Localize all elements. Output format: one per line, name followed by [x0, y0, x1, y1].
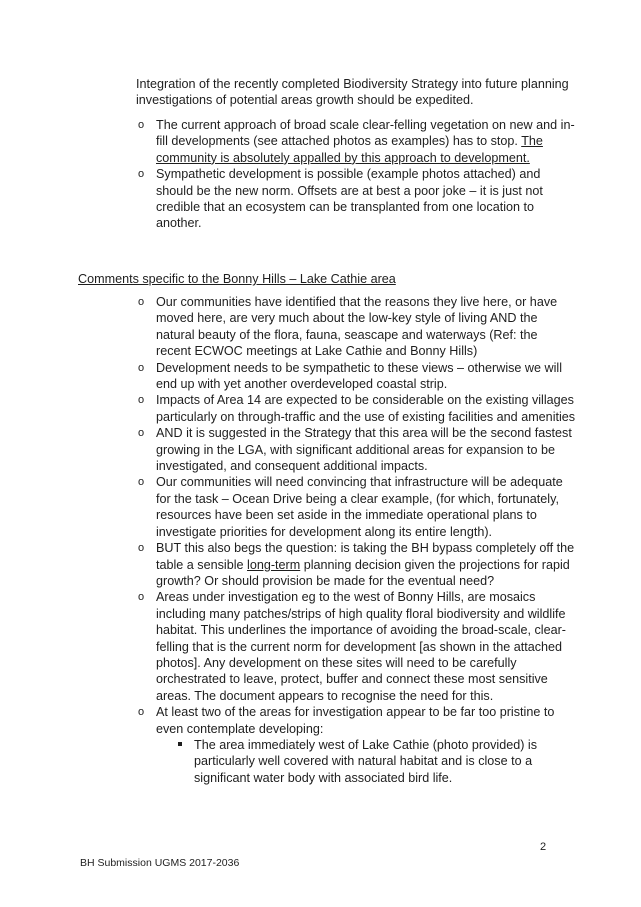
- page-number: 2: [540, 841, 547, 853]
- bullet-emphasis: The community is absolutely appalled by this approach to development.: [156, 134, 543, 165]
- list-item: [136, 474, 576, 540]
- bullet-marker: o: [138, 591, 145, 604]
- bullet-text: The current approach of broad scale clear-felling vegetation on new and in-fill developments (see attached photos as examples) has to stop.: [156, 118, 575, 149]
- square-bullet-icon: [178, 742, 182, 746]
- bullet-marker: o: [138, 476, 145, 489]
- bullet-text: AND it is suggested in the Strategy that this area will be the second fastest growing in the LGA, with significant additional areas for expansion to be investigated, and consequent additional impacts.: [156, 426, 572, 474]
- bullet-text: Our communities have identified that the reasons they live here, or have moved here, are very much about the low-key style of living AND the natural beauty of the flora, fauna, seascape and waterways (Ref: the recent ECWOC meetings at Lake Cathie and Bonny Hills): [156, 295, 558, 359]
- list-item: [136, 392, 576, 425]
- area-bullet-list: [136, 294, 576, 786]
- bullet-text: Impacts of Area 14 are expected to be considerable on the existing villages particularly on through-traffic and the use of existing facilities and amenities: [156, 393, 576, 424]
- list-item: [136, 425, 576, 474]
- bullet-marker: o: [138, 427, 145, 440]
- sub-bullet-list: [156, 737, 576, 786]
- bullet-marker: o: [138, 706, 145, 719]
- bullet-marker: o: [138, 168, 145, 181]
- list-item: [136, 589, 576, 704]
- bullet-marker: o: [138, 296, 145, 308]
- sub-bullet-text: The area immediately west of Lake Cathie (photo provided) is particularly well covered with natural habitat and is close to a significant water body with associated bird life.: [194, 737, 538, 785]
- list-item: [136, 117, 576, 166]
- intro-paragraph: Integration of the recently completed Biodiversity Strategy into future planning investigations of potential areas growth should be expedited.: [136, 77, 569, 108]
- list-item: [136, 540, 576, 589]
- bullet-emphasis: long-term: [247, 557, 301, 572]
- list-item: [136, 360, 576, 393]
- bullet-text: At least two of the areas for investigation appear to be far too pristine to even contemplate developing:: [156, 705, 555, 736]
- bullet-marker: o: [138, 394, 145, 407]
- bullet-marker: o: [138, 361, 145, 374]
- section-heading: Comments specific to the Bonny Hills – Lake Cathie area: [78, 272, 396, 286]
- bullet-text: Areas under investigation eg to the west of Bonny Hills, are mosaics including many patches/strips of high quality floral biodiversity and wildlife habitat. This underlines the importance of avoiding the broad-scale, clear-felling that is the current norm for development [as shown in the attached photos]. Any development on these sites will need to be carefully orchestrated to leave, protect, buffer and connect these most sensitive areas. The document appears to recognise the need for this.: [156, 590, 566, 703]
- bullet-text: Development needs to be sympathetic to these views – otherwise we will end up with yet another overdeveloped coastal strip.: [156, 360, 563, 392]
- bullet-text: BUT this also begs the question: is taking the BH bypass completely off the table a sensible: [156, 541, 575, 572]
- bullet-text: Sympathetic development is possible (example photos attached) and should be the new norm. Offsets are at best a poor joke – it is just not credible that an ecosystem can be transplanted from one location to another.: [156, 167, 543, 231]
- list-item: [136, 166, 576, 232]
- bullet-text-cont: planning decision given the projections for rapid growth? Or should provision be made for the eventual need?: [156, 557, 570, 588]
- bullet-text: Our communities will need convincing that infrastructure will be adequate for the task – Ocean Drive being a clear example, (for which, fortunately, resources have been set aside in the immediate operational plans to investigate priorities for development along its entire length).: [156, 475, 563, 539]
- list-item: [136, 294, 576, 360]
- bullet-marker: o: [138, 542, 145, 555]
- list-item: [136, 704, 576, 786]
- general-bullet-list: [136, 117, 576, 232]
- sub-list-item: [156, 737, 576, 786]
- bullet-marker: o: [138, 119, 145, 131]
- page-footer: BH Submission UGMS 2017-2036: [80, 857, 240, 869]
